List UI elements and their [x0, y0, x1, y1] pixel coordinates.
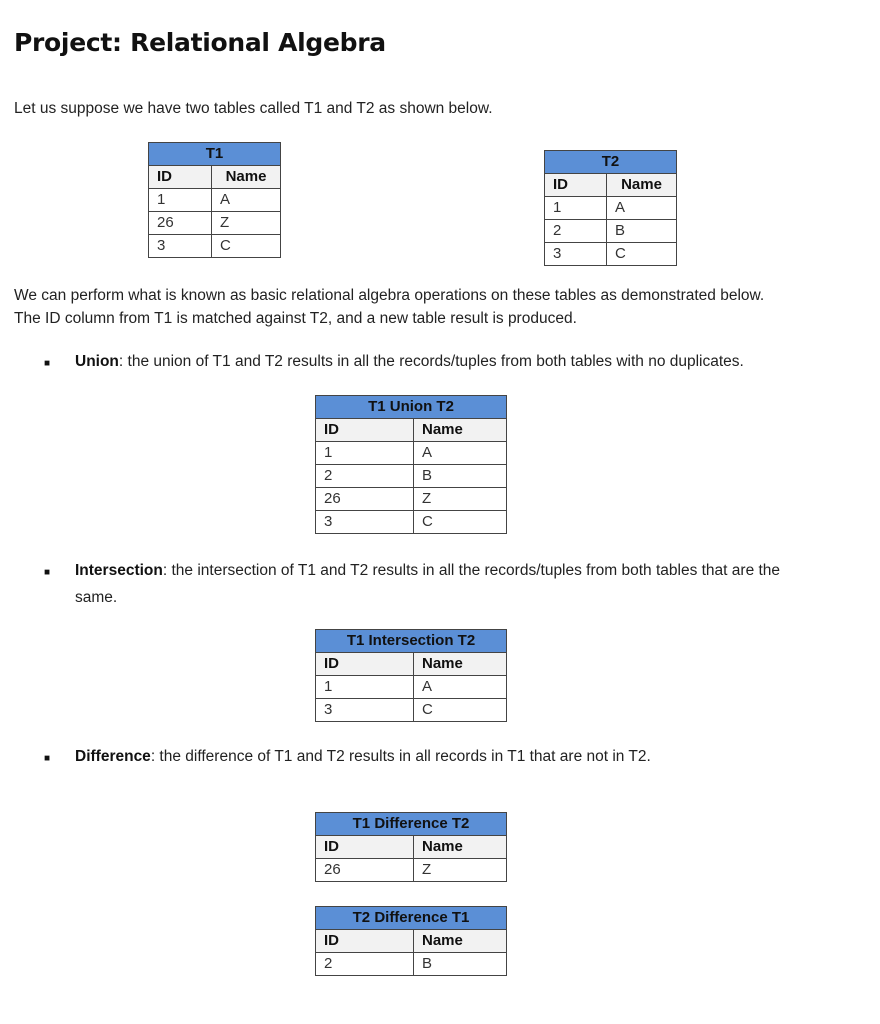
- table-row: [149, 212, 281, 235]
- table-union: [315, 395, 507, 534]
- column-header-name: Name: [607, 174, 677, 197]
- cell-name: B: [414, 953, 507, 976]
- table-row: [545, 220, 677, 243]
- cell-name: A: [414, 676, 507, 699]
- table-header-row: [316, 653, 507, 676]
- table-caption: T1: [149, 143, 281, 166]
- cell-id: 3: [149, 235, 212, 258]
- cell-name: Z: [414, 859, 507, 882]
- table-row: [316, 859, 507, 882]
- table-caption-row: [316, 907, 507, 930]
- cell-id: 1: [545, 197, 607, 220]
- column-header-name: Name: [414, 653, 507, 676]
- table-intersection: [315, 629, 507, 722]
- table-row: [316, 699, 507, 722]
- table-row: [316, 676, 507, 699]
- difference-description: : the difference of T1 and T2 results in all records in T1 that are not in T2.: [150, 748, 651, 765]
- cell-id: 1: [316, 676, 414, 699]
- column-header-id: ID: [149, 166, 212, 189]
- column-header-name: Name: [414, 419, 507, 442]
- table-caption-row: [149, 143, 281, 166]
- table-row: [316, 953, 507, 976]
- table-row: [316, 488, 507, 511]
- cell-id: 1: [316, 442, 414, 465]
- cell-name: A: [414, 442, 507, 465]
- intersection-bullet-text: [75, 557, 780, 611]
- union-bullet-text: [75, 348, 744, 375]
- cell-id: 2: [545, 220, 607, 243]
- intro-text: Let us suppose we have two tables called T1 and T2 as shown below.: [14, 100, 493, 117]
- table-caption: T2: [545, 151, 677, 174]
- table-difference-t2-t1: [315, 906, 507, 976]
- table-caption: T1 Difference T2: [316, 813, 507, 836]
- bullet-icon: ■: [44, 567, 51, 578]
- intersection-description: : the intersection of T1 and T2 results in all the records/tuples from both tables that are the: [162, 562, 781, 579]
- union-term: Union: [75, 353, 119, 370]
- table-row: [545, 197, 677, 220]
- intersection-description-cont: same.: [75, 589, 118, 606]
- union-description: : the union of T1 and T2 results in all the records/tuples from both tables with no duplicates.: [118, 353, 744, 370]
- cell-name: B: [607, 220, 677, 243]
- table-t1: [148, 142, 281, 258]
- difference-bullet-text: [75, 743, 651, 770]
- column-header-id: ID: [316, 419, 414, 442]
- table-caption-row: [316, 813, 507, 836]
- table-header-row: [316, 836, 507, 859]
- difference-term: Difference: [75, 748, 151, 765]
- explanation-line-1: We can perform what is known as basic relational algebra operations on these tables as demonstrated below.: [14, 287, 765, 304]
- bullet-icon: ■: [44, 358, 51, 369]
- column-header-name: Name: [414, 930, 507, 953]
- cell-name: C: [414, 511, 507, 534]
- column-header-id: ID: [316, 930, 414, 953]
- column-header-name: Name: [414, 836, 507, 859]
- table-t2: [544, 150, 677, 266]
- column-header-id: ID: [316, 836, 414, 859]
- cell-name: C: [607, 243, 677, 266]
- table-caption: T2 Difference T1: [316, 907, 507, 930]
- cell-id: 3: [316, 511, 414, 534]
- cell-name: A: [212, 189, 281, 212]
- table-header-row: [316, 930, 507, 953]
- cell-name: Z: [414, 488, 507, 511]
- cell-id: 26: [149, 212, 212, 235]
- bullet-icon: ■: [44, 753, 51, 764]
- cell-name: C: [212, 235, 281, 258]
- table-header-row: [316, 419, 507, 442]
- table-row: [545, 243, 677, 266]
- column-header-name: Name: [212, 166, 281, 189]
- table-header-row: [149, 166, 281, 189]
- column-header-id: ID: [316, 653, 414, 676]
- cell-id: 2: [316, 953, 414, 976]
- cell-id: 26: [316, 488, 414, 511]
- explanation-line-2: The ID column from T1 is matched against T2, and a new table result is produced.: [14, 310, 577, 327]
- table-caption-row: [316, 630, 507, 653]
- cell-id: 3: [316, 699, 414, 722]
- table-caption-row: [545, 151, 677, 174]
- cell-id: 26: [316, 859, 414, 882]
- table-row: [316, 465, 507, 488]
- cell-id: 1: [149, 189, 212, 212]
- table-caption: T1 Intersection T2: [316, 630, 507, 653]
- cell-name: A: [607, 197, 677, 220]
- table-header-row: [545, 174, 677, 197]
- table-row: [316, 442, 507, 465]
- table-row: [316, 511, 507, 534]
- intersection-term: Intersection: [75, 562, 163, 579]
- table-difference-t1-t2: [315, 812, 507, 882]
- table-caption: T1 Union T2: [316, 396, 507, 419]
- table-row: [149, 235, 281, 258]
- table-row: [149, 189, 281, 212]
- cell-name: C: [414, 699, 507, 722]
- cell-id: 2: [316, 465, 414, 488]
- cell-id: 3: [545, 243, 607, 266]
- cell-name: Z: [212, 212, 281, 235]
- column-header-id: ID: [545, 174, 607, 197]
- table-caption-row: [316, 396, 507, 419]
- cell-name: B: [414, 465, 507, 488]
- page-title: Project: Relational Algebra: [14, 28, 386, 57]
